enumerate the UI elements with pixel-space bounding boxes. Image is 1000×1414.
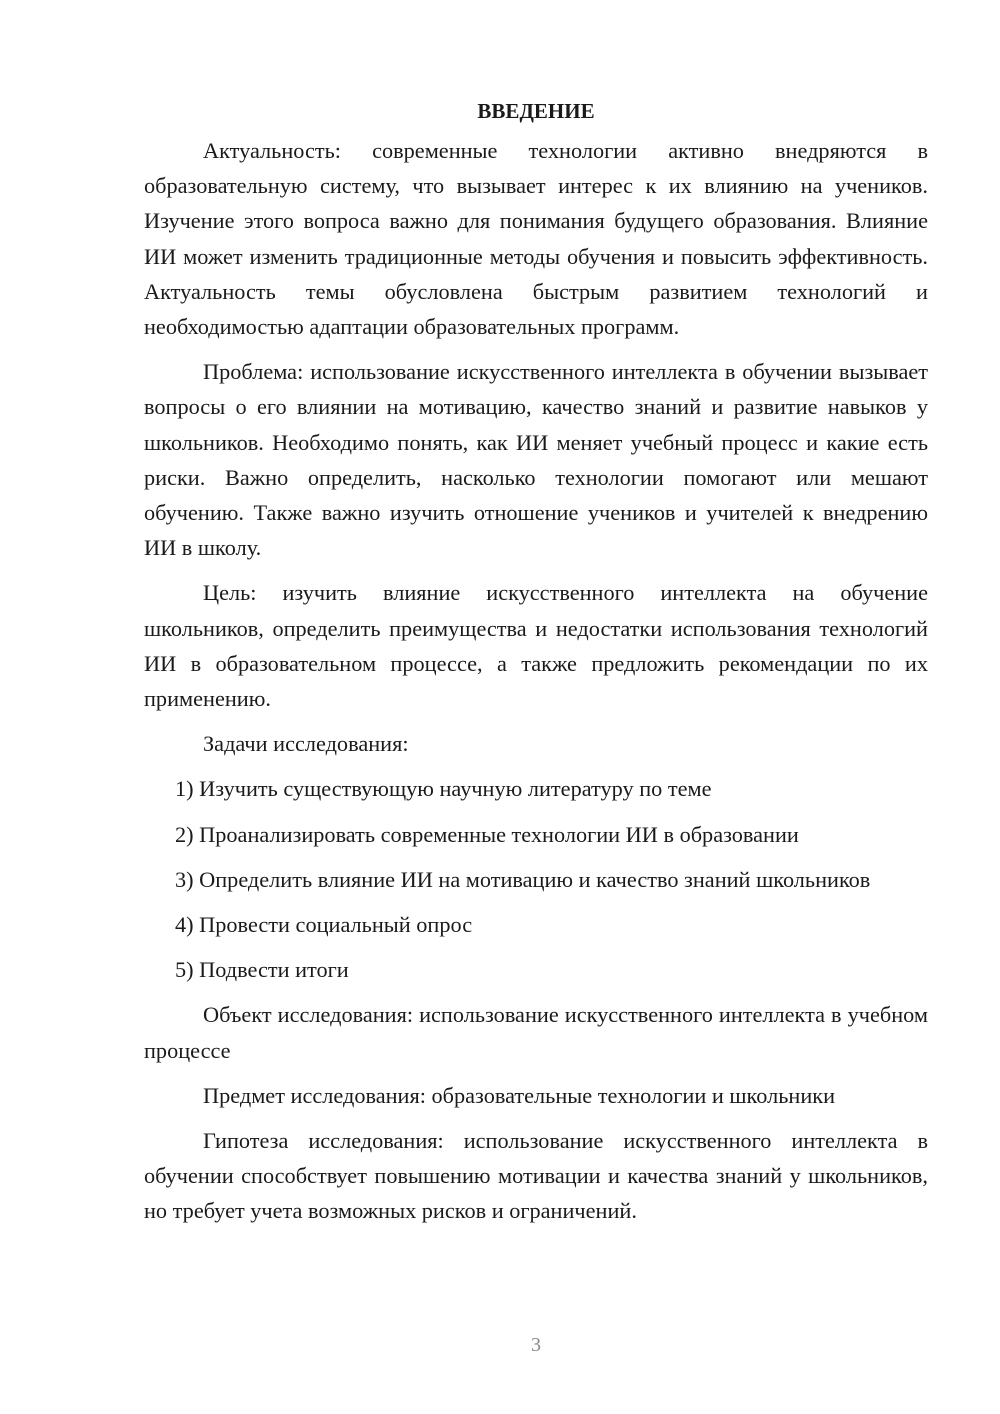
list-item: 3) Определить влияние ИИ на мотивацию и качество знаний школьников [175, 866, 871, 892]
paragraph-problem: Проблема: использование искусственного интеллекта в обучении вызывает вопросы о его влиянии на мотивацию, качество знаний и развитие навыков у школьников. Необходимо понять, как ИИ меняет учебный процесс и какие есть риски. Важно определить, насколько технологии помогают или мешают обучению. Также важно изучить отношение учеников и учителей к внедрению ИИ в школу. [144, 359, 928, 561]
list-item: 5) Подвести итоги [175, 957, 349, 983]
page-title: ВВЕДЕНИЕ [477, 99, 595, 123]
paragraph-hypothesis: Гипотеза исследования: использование искусственного интеллекта в обучении способствует повышению мотивации и качества знаний у школьников, но требует учета возможных рисков и ограничений. [144, 1128, 928, 1224]
document-page [144, 94, 928, 1229]
list-item: 2) Проанализировать современные технологии ИИ в образовании [175, 821, 799, 847]
paragraph-goal: Цель: изучить влияние искусственного интеллекта на обучение школьников, определить преимущества и недостатки использования технологий ИИ в образовательном процессе, а также предложить рекомендации по их применению. [144, 580, 928, 712]
tasks-heading: Задачи исследования: [203, 731, 409, 757]
list-item: 1) Изучить существующую научную литературу по теме [175, 776, 712, 802]
paragraph-relevance: Актуальность: современные технологии активно внедряются в образовательную систему, что вызывает интерес к их влиянию на учеников. Изучение этого вопроса важно для понимания будущего образования. Влияние ИИ может изменить традиционные методы обучения и повысить эффективность. Актуальность темы обусловлена быстрым развитием технологий и необходимостью адаптации образовательных программ. [144, 138, 928, 340]
page-number: 3 [531, 1334, 541, 1356]
list-item: 4) Провести социальный опрос [175, 912, 473, 938]
tasks-list [144, 771, 928, 987]
paragraph-object: Объект исследования: использование искусственного интеллекта в учебном процессе [144, 1002, 928, 1063]
paragraph-subject: Предмет исследования: образовательные технологии и школьники [203, 1082, 836, 1108]
